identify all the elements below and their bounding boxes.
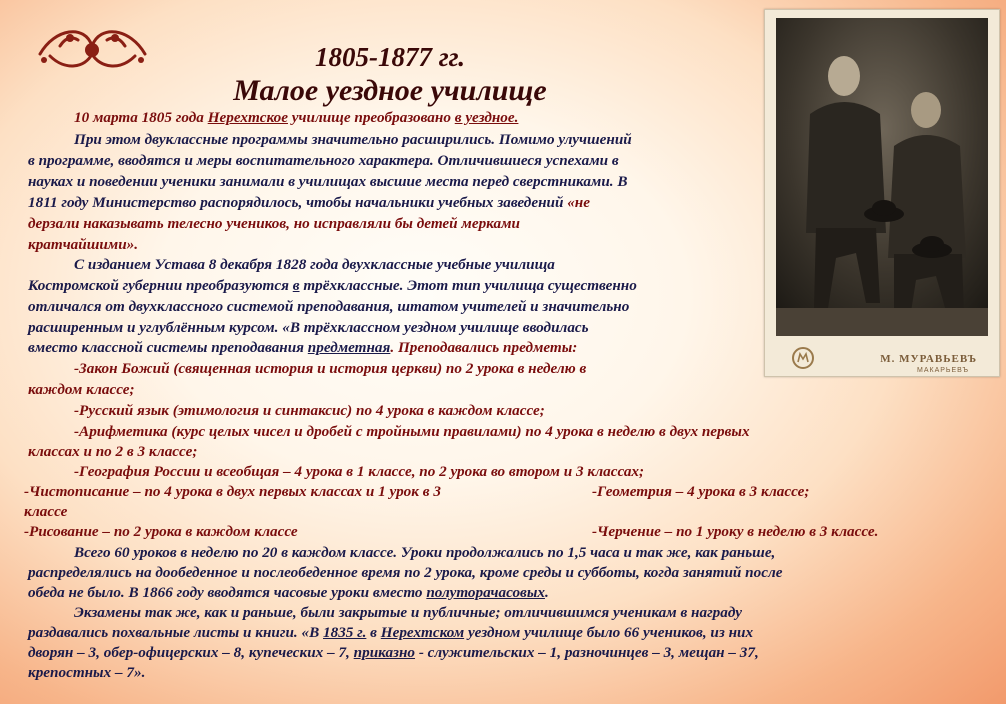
page-title: Малое уездное училище [233,74,547,107]
text-line: -Русский язык (этимология и синтаксис) по 4 урока в каждом классе; [74,402,545,419]
text-line: каждом классе; [28,381,135,398]
text-line: дерзали наказывать телесно учеников, но исправляли бы детей мерками [28,215,520,232]
text-line [28,276,637,297]
text-span: 1835 г. [323,624,367,641]
text-span: в [366,624,381,641]
text-span: в [292,277,300,294]
text-line: Всего 60 уроков в неделю по 20 в каждом классе. Уроки продолжались по 1,5 часа и так же, как раньше, [74,544,776,561]
text-line: кратчайшими». [28,236,139,253]
text-line: Экзамены так же, как и раньше, были закрытые и публичные; отличившимся ученикам в награду [74,604,742,621]
text-span: вместо классной системы преподавания [28,339,308,356]
text-span: уездном училище было 66 учеников, из них [464,624,754,641]
text-line: распределялись на дообеденное и послеобеденное время по 2 урока, кроме среды и субботы, когда занятий после [28,564,783,581]
text-line [28,338,577,359]
text-line: отличался от двухклассного системой преподавания, штатом учителей и значительно [28,298,630,315]
text-span: 10 марта 1805 года [74,109,208,126]
text-span: «не [567,194,590,211]
text-line: крепостных – 7». [28,664,146,681]
text-line [28,643,759,664]
text-span: трёхклассные. Этот тип училища существенно [299,277,637,294]
text-span: в уездное. [454,109,519,126]
text-line: При этом двуклассные программы значительно расширились. Помимо улучшений [74,131,632,148]
text-span: 1811 году Министерство распорядилось, чтобы начальники учебных заведений [28,194,568,211]
text-line: С изданием Устава 8 декабря 1828 года двухклассные учебные училища [74,256,555,273]
text-span: дворян – 3, обер-офицерских – 8, купеческих – 7, [28,644,354,661]
text-line: -Арифметика (курс целых чисел и дробей с тройными правилами) по 4 урока в неделю в двух первых [74,423,750,440]
text-line: -Закон Божий (священная история и история церкви) по 2 урока в неделю в [74,360,587,377]
title-block [200,40,580,108]
title-years: 1805-1877 гг. [314,42,466,72]
text-line: -Чистописание – по 4 урока в двух первых классах и 1 урок в 3 [24,483,441,500]
text-line: науках и поведении ученики занимали в училищах высшие места перед сверстниками. В [28,173,628,190]
text-span: предметная [307,339,391,356]
text-span: училище преобразовано [287,109,455,126]
photo-image [776,18,988,336]
text-line: -Геометрия – 4 урока в 3 классе; [592,483,810,500]
photo-subcaption: МАКАРЬЕВЪ [917,367,969,374]
text-line [74,108,518,129]
text-span: полуторачасовых [426,584,545,601]
text-line: -Рисование – по 2 урока в каждом классе [24,523,298,540]
text-span: Нерехтское [207,109,288,126]
text-line: классах и по 2 в 3 классе; [28,443,198,460]
text-line [28,583,549,604]
text-span: Нерехтском [380,624,465,641]
photographer-monogram-icon [791,346,815,370]
floral-ornament-icon [30,16,155,78]
photo-caption: М. МУРАВЬЕВЪ [880,353,977,365]
text-span: . [544,584,549,601]
text-span: Костромской губернии преобразуются [28,277,293,294]
text-span: обеда не было. В 1866 году вводятся часовые уроки вместо [28,584,427,601]
text-span: раздавались похвальные листы и книги. «В [28,624,323,641]
text-line [28,193,590,214]
text-line [28,623,753,644]
text-span: - служительских – 1, разночинцев – 3, мещан – 37, [415,644,759,661]
text-line: классе [24,503,68,520]
historic-photo [764,9,1000,377]
text-span: приказно [353,644,416,661]
text-line: в программе, вводятся и меры воспитательного характера. Отличившиеся успехами в [28,152,619,169]
text-line: -Черчение – по 1 уроку в неделю в 3 классе. [592,523,879,540]
text-line: -География России и всеобщая – 4 урока в 1 классе, по 2 урока во втором и 3 классах; [74,463,645,480]
text-span: . Преподавались предметы: [390,339,578,356]
text-line: расширенным и углублённым курсом. «В трёхклассном уездном училище вводилась [28,319,589,336]
